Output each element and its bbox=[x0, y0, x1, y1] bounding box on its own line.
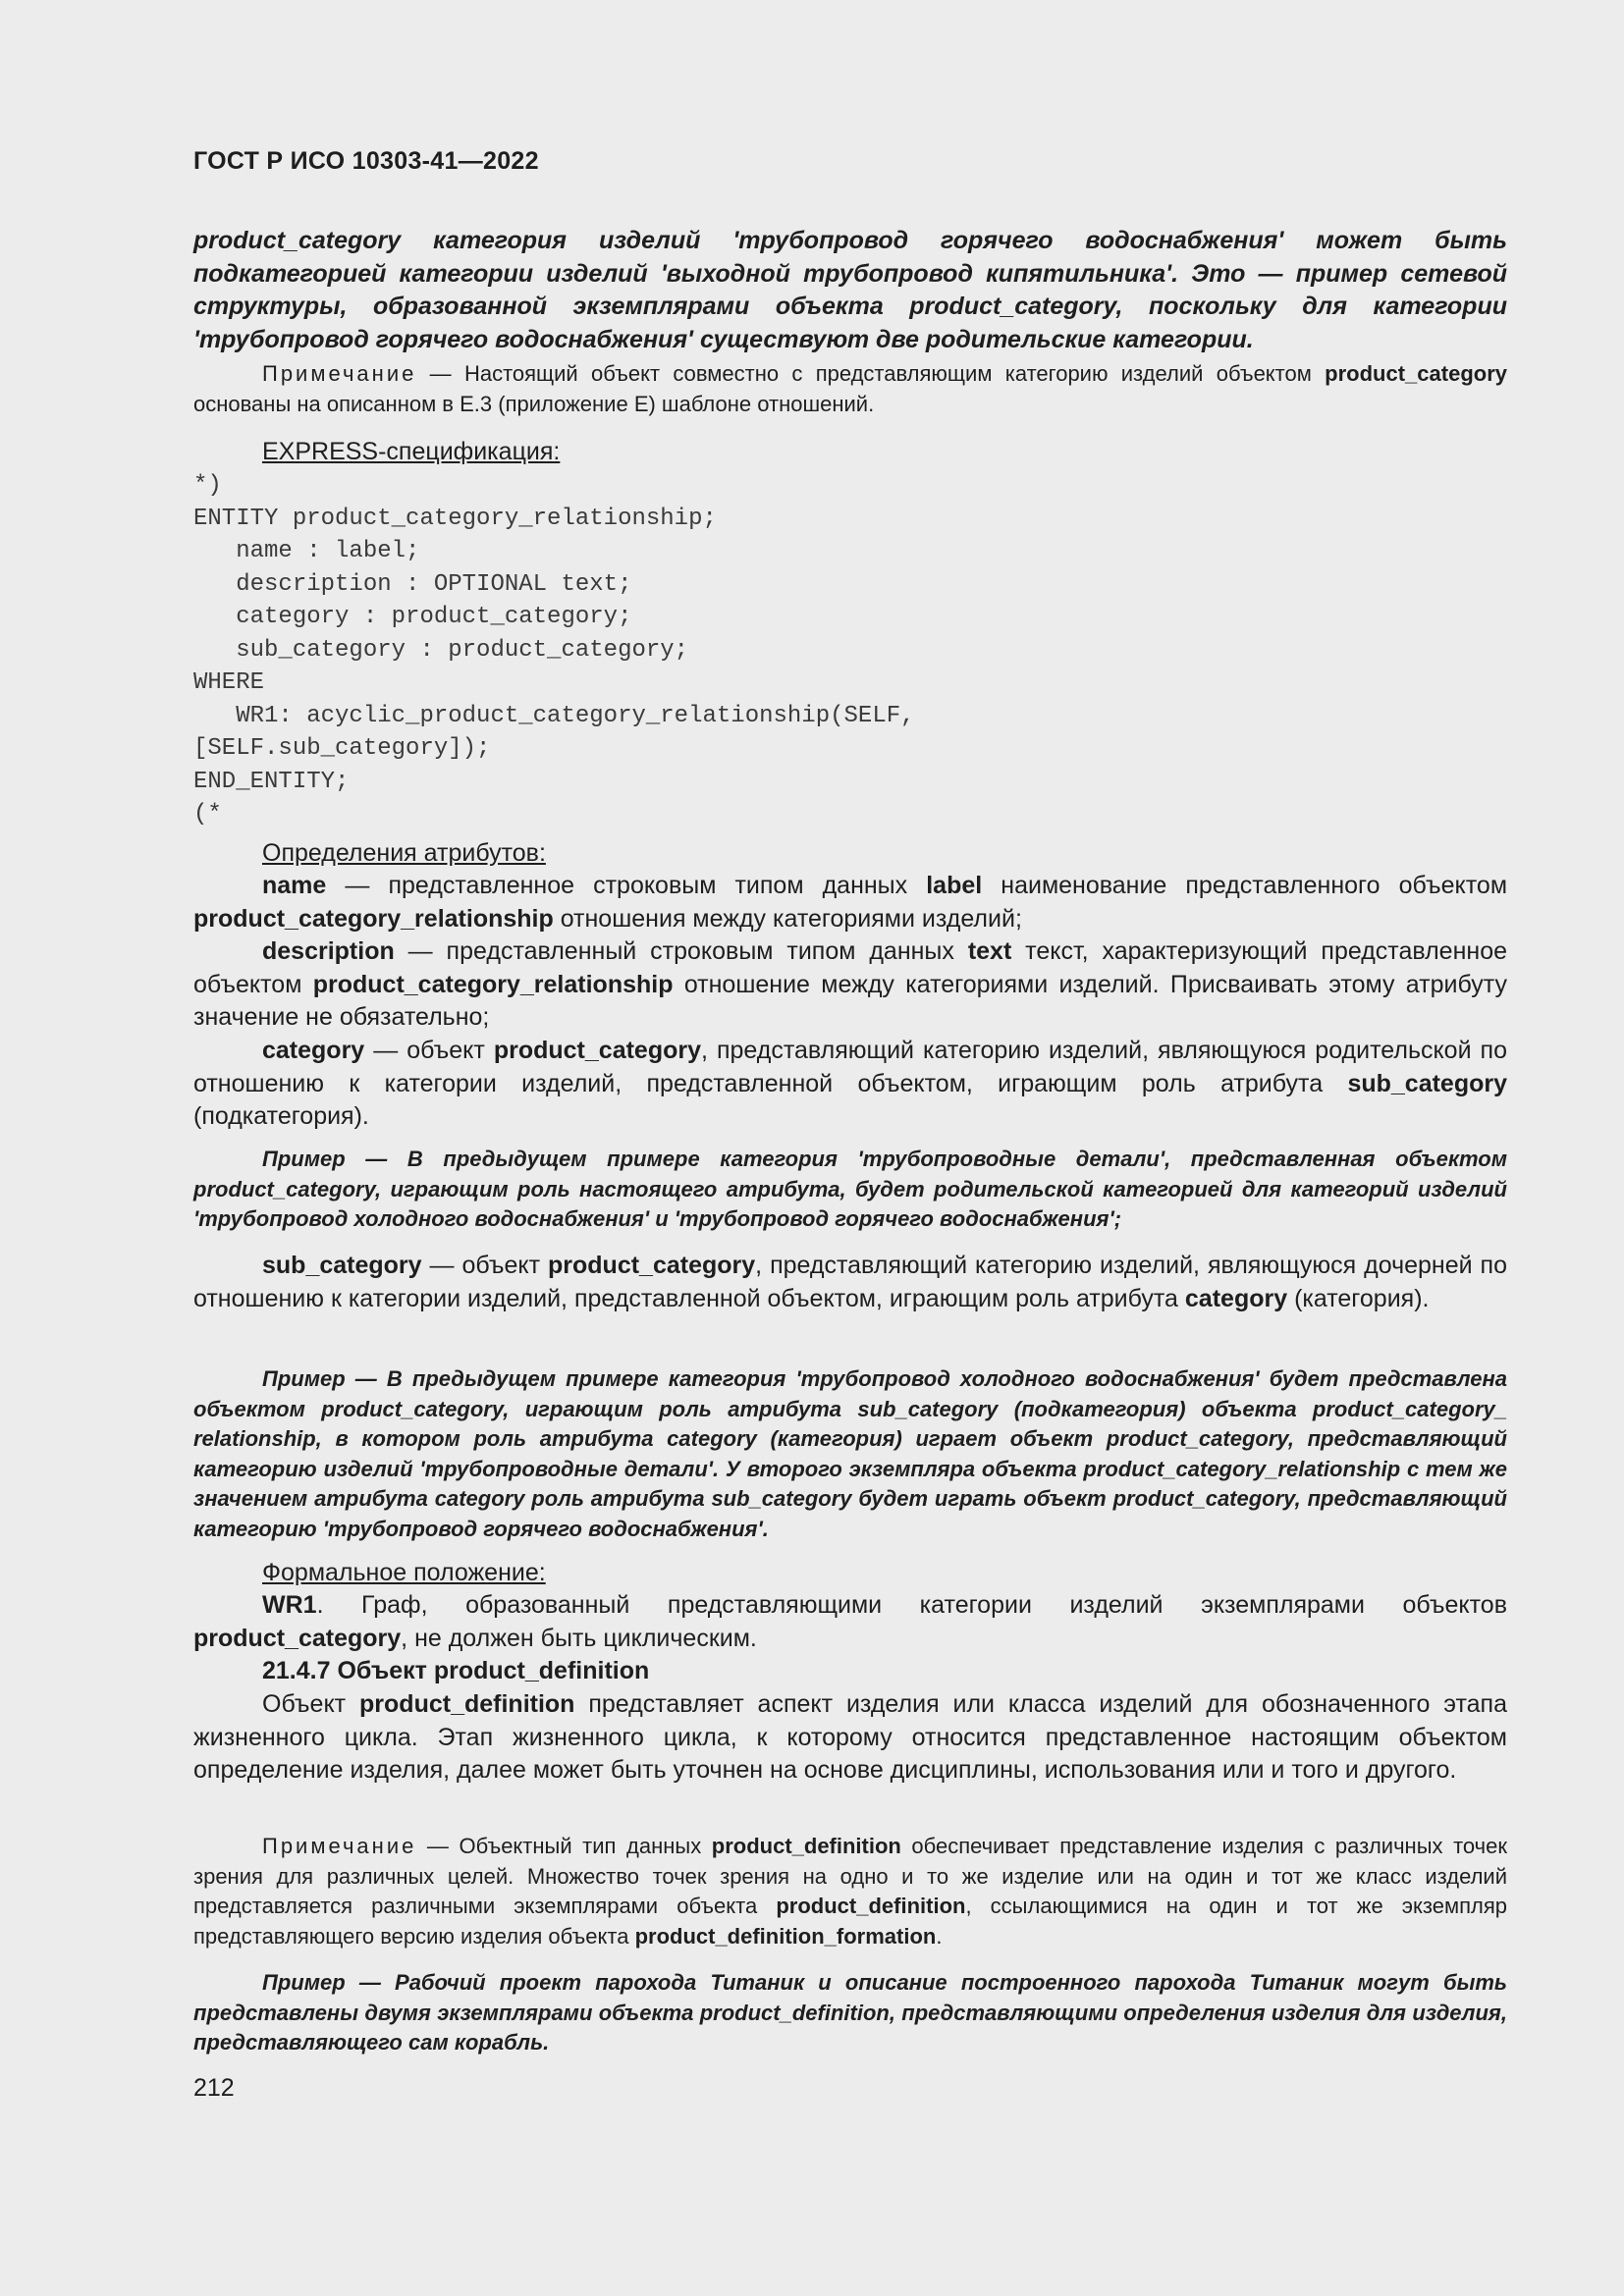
code-line: [SELF.sub_category]); bbox=[193, 735, 491, 762]
attr-heading bbox=[193, 837, 1507, 871]
code-line: END_ENTITY; bbox=[193, 768, 350, 795]
example-3 bbox=[193, 1968, 1507, 2058]
code-line: ENTITY product_category_relationship; bbox=[193, 505, 717, 532]
attr-category-definition: category — объект product_category, представляющий категорию изделий, являющуюся родительской по отношению к категории изделий, представленной объектом, играющим роль атрибута sub_category (подкатегория). bbox=[193, 1037, 1507, 1130]
code-line: description : OPTIONAL text; bbox=[193, 570, 632, 598]
intro-example-text: product_category категория изделий 'трубопровод горячего водоснабжения' может быть подкатегорией категории изделий 'выходной трубопровод кипятильника'. Это — пример сетевой структуры, образованной экземплярами объекта product_category, поскольку для категории 'трубопровод горячего водоснабжения' существуют две родительские категории. bbox=[193, 227, 1507, 353]
code-line: name : label; bbox=[193, 538, 420, 564]
page-number: 212 bbox=[193, 2074, 235, 2102]
code-line: (* bbox=[193, 801, 222, 828]
example-3-text: Пример — Рабочий проект парохода Титаник и описание построенного парохода Титаник могут быть представлены двумя экземплярами объекта product_definition, представляющими определения изделия для изделия, представляющего сам корабль. bbox=[193, 1970, 1507, 2055]
express-heading-text: EXPRESS-спецификация: bbox=[262, 438, 561, 465]
attr-description-definition: description — представленный строковым типом данных text текст, характеризующий представленное объектом product_category_relationship отношение между категориями изделий. Присваивать этому атрибуту значение не обязательно; bbox=[193, 937, 1508, 1031]
express-code-block bbox=[193, 469, 1507, 831]
note-1 bbox=[193, 359, 1507, 419]
code-lines bbox=[193, 469, 1507, 831]
standard-header: ГОСТ Р ИСО 10303-41—2022 bbox=[193, 147, 539, 175]
formal-heading-text: Формальное положение: bbox=[262, 1559, 546, 1586]
code-line: WR1: acyclic_product_category_relationship(SELF, bbox=[193, 702, 915, 729]
section-heading-text: 21.4.7 Объект product_definition bbox=[262, 1657, 650, 1684]
section-heading bbox=[193, 1655, 1507, 1688]
example-2 bbox=[193, 1364, 1507, 1544]
attr-sub-category-definition: sub_category — объект product_category, представляющий категорию изделий, являющуюся дочерней по отношению к категории изделий, представленной объектом, играющим роль атрибута category (категория). bbox=[193, 1252, 1507, 1312]
express-heading bbox=[193, 436, 1507, 469]
attr-name-definition: name — представленное строковым типом данных label наименование представленного объектом product_category_relationship отношения между категориями изделий; bbox=[193, 872, 1507, 933]
formal-heading bbox=[193, 1557, 1507, 1590]
example-1 bbox=[193, 1145, 1507, 1235]
example-1-text: Пример — В предыдущем примере категория 'трубопроводные детали', представленная объектом product_category, играющим роль настоящего атрибута, будет родительской категорией для категорий изделий 'трубопровод холодного водоснабжения' и 'трубопровод горячего водоснабжения'; bbox=[193, 1147, 1507, 1231]
code-line: category : product_category; bbox=[193, 604, 632, 630]
code-line: *) bbox=[193, 472, 222, 499]
code-line: WHERE bbox=[193, 669, 265, 696]
note-1-text: Примечание — Настоящий объект совместно с представляющим категорию изделий объектом product_category основаны на описанном в Е.3 (приложение Е) шаблоне отношений. bbox=[193, 361, 1507, 416]
section-paragraph: Объект product_definition представляет аспект изделия или класса изделий для обозначенного этапа жизненного цикла. Этап жизненного цикла, к которому относится представленное настоящим объектом определение изделия, далее может быть уточнен на основе дисциплины, использования или и того и другого. bbox=[193, 1690, 1507, 1784]
note-label: Примечание bbox=[262, 1834, 417, 1858]
code-line: sub_category : product_category; bbox=[193, 636, 689, 664]
example-2-text: Пример — В предыдущем примере категория 'трубопровод холодного водоснабжения' будет представлена объектом product_category, играющим роль атрибута sub_category (подкатегория) объекта product_category_ relationship, в котором роль атрибута category (категория) играет объект product_category, представляющий категорию изделий 'трубопроводные детали'. У второго экземпляра объекта product_category_relationship с тем же значением атрибута category роль атрибута sub_category будет играть объект product_category, представляющий категорию 'трубопровод горячего водоснабжения'. bbox=[193, 1366, 1507, 1541]
wr1-rule: WR1. Граф, образованный представляющими категории изделий экземплярами объектов product_category, не должен быть циклическим. bbox=[193, 1591, 1507, 1652]
intro-example bbox=[193, 225, 1507, 356]
attr-heading-text: Определения атрибутов: bbox=[262, 839, 546, 867]
note-label: Примечание bbox=[262, 361, 417, 386]
note-2: Примечание — Объектный тип данных product_definition обеспечивает представление изделия с различных точек зрения для различных целей. Множество точек зрения на одно и то же изделие или на один и тот же класс изделий представляется различными экземплярами объекта product_definition, ссылающимися на один и тот же экземпляр представляющего версию изделия объекта product_definition_formation. bbox=[193, 1834, 1507, 1949]
